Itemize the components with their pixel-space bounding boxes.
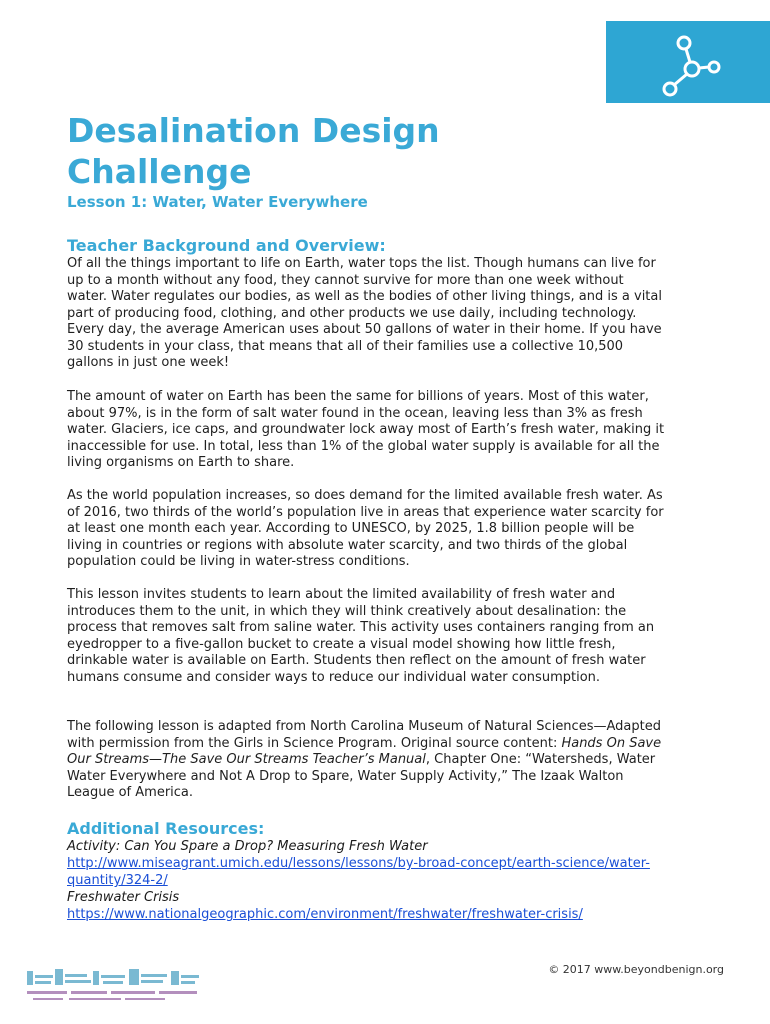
resource-1-link[interactable]: http://www.miseagrant.umich.edu/lessons/lessons/by-broad-concept/earth-science/water-quantity/324-2/ — [67, 856, 650, 888]
paragraph-1: Of all the things important to life on Earth, water tops the list. Though humans can live for up to a month without any food, they cannot survive for more than one week without water. Water regulates our bodies, as well as the bodies of other living things, and is a vital part of producing food, clothing, and other products we use daily, including technology. Every day, the average American uses about 50 gallons of water in their home. If you have 30 students in your class, that means that all of their families use a collective 10,500 gallons in just one week! — [67, 256, 662, 370]
page-title: Desalination Design Challenge — [67, 111, 440, 191]
paragraph-2: The amount of water on Earth has been the same for billions of years. Most of this water, about 97%, is in the form of salt water found in the ocean, leaving less than 3% as fresh water. Glaciers, ice caps, and groundwater lock away most of Earth’s fresh water, making it inaccessible for use. In total, less than 1% of the global water supply is available for all the living organisms on Earth to share. — [67, 389, 665, 470]
resource-1-title: Activity: Can You Spare a Drop? Measuring Fresh Water — [67, 839, 428, 854]
lesson-subtitle: Lesson 1: Water, Water Everywhere — [67, 193, 368, 211]
resources-list — [67, 838, 677, 923]
footer-copyright: © 2017 www.beyondbenign.org — [548, 963, 724, 976]
background-heading: Teacher Background and Overview: — [67, 236, 386, 255]
paragraph-5-italic: Hands On Save Our Streams—The Save Our Streams Teacher’s Manual — [67, 735, 662, 767]
paragraph-5-start: The following lesson is adapted from North Carolina Museum of Natural Sciences—Adapted with permission from the Girls in Science Program. Original source content: — [67, 719, 661, 751]
sponsor-logo — [25, 965, 203, 1011]
paragraph-4: This lesson invites students to learn about the limited availability of fresh water and introduces them to the unit, in which they will think creatively about desalination: the process that removes salt from saline water. This activity uses containers ranging from an eyedropper to a five-gallon bucket to create a visual model showing how little fresh, drinkable water is available on Earth. Students then reflect on the amount of fresh water humans consume and consider ways to reduce our individual water consumption. — [67, 587, 655, 685]
paragraph-5-end: , Chapter One: “Watersheds, Water Water Everywhere and Not A Drop to Spare, Water Supply Activity,” The Izaak Walton League of America. — [67, 752, 656, 800]
resource-2-link[interactable]: https://www.nationalgeographic.com/environment/freshwater/freshwater-crisis/ — [67, 907, 583, 922]
paragraph-3: As the world population increases, so does demand for the limited available fresh water. As of 2016, two thirds of the world’s population live in areas that experience water scarcity for at least one month each year. According to UNESCO, by 2025, 1.8 billion people will be living in countries or regions with absolute water scarcity, and two thirds of the global population could be living in water-stress conditions. — [67, 488, 664, 569]
brand-logo-box — [606, 21, 770, 103]
molecule-icon — [658, 33, 728, 99]
paragraph-5 — [67, 719, 667, 802]
resource-2-title: Freshwater Crisis — [67, 890, 180, 905]
resources-heading: Additional Resources: — [67, 819, 265, 838]
